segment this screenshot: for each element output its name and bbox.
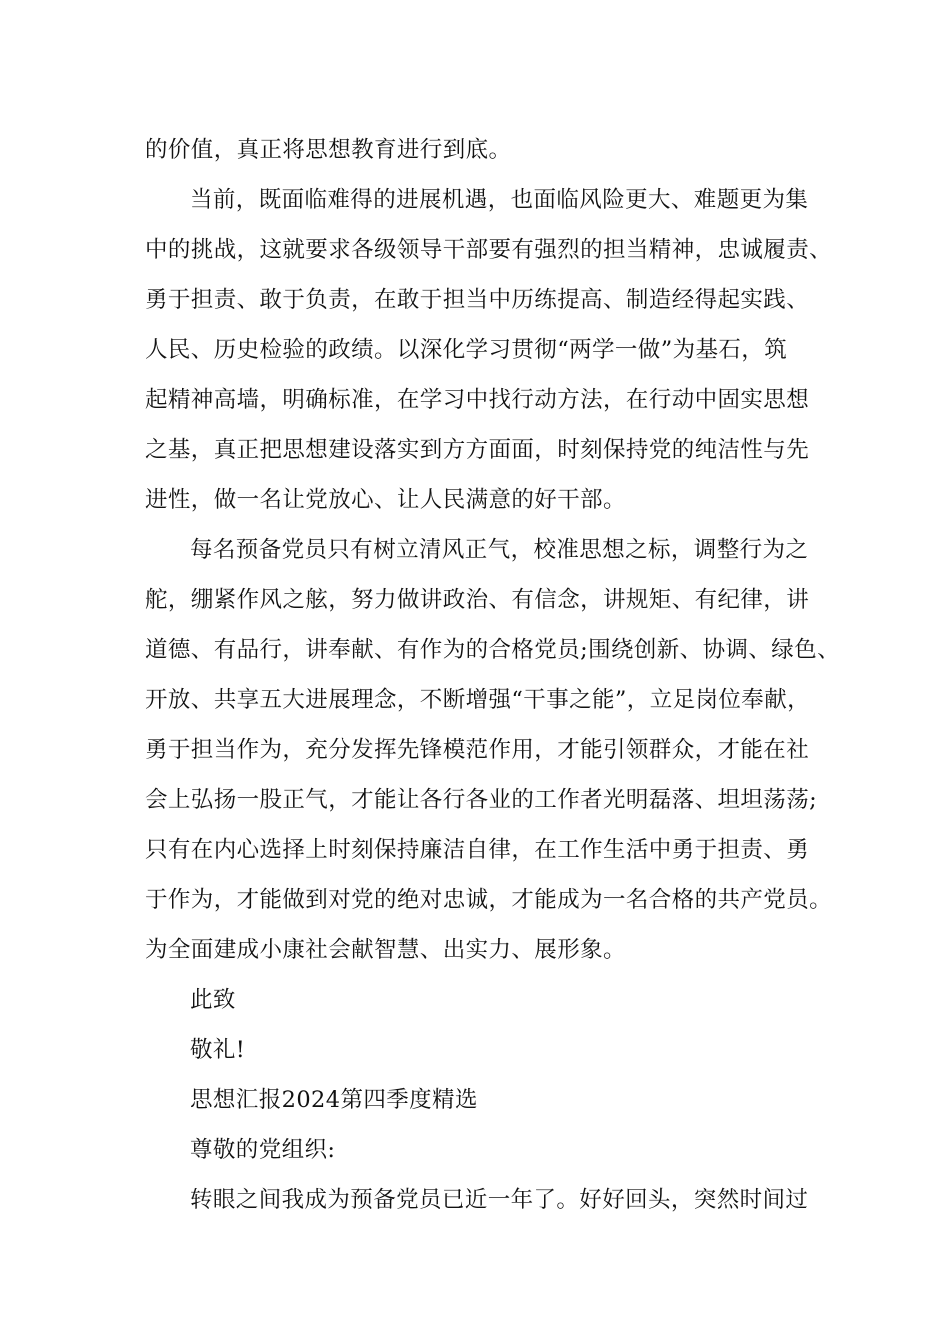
text-line: 之基，真正把思想建设落实到方方面面，时刻保持党的纯洁性与先 — [145, 437, 810, 463]
text-line: 人民、历史检验的政绩。以深化学习贯彻“两学一做”为基石，筑 — [145, 337, 788, 363]
text-line: 道德、有品行，讲奉献、有作为的合格党员;围绕创新、协调、绿色、 — [145, 637, 840, 663]
paragraph-first-line: 当前，既面临难得的进展机遇，也面临风险更大、难题更为集 — [190, 187, 809, 213]
text-line: 的价值，真正将思想教育进行到底。 — [145, 137, 512, 163]
text-line: 开放、共享五大进展理念，不断增强“干事之能”，立足岗位奉献， — [145, 687, 811, 713]
text-line: 勇于担当作为，充分发挥先锋模范作用，才能引领群众，才能在社 — [145, 737, 810, 763]
section-title: 思想汇报2024第四季度精选 — [190, 1087, 478, 1113]
paragraph-first-line: 转眼之间我成为预备党员已近一年了。好好回头，突然时间过 — [190, 1187, 809, 1213]
text-line: 起精神高墙，明确标准，在学习中找行动方法，在行动中固实思想 — [145, 387, 810, 413]
letter-greeting: 尊敬的党组织: — [190, 1137, 336, 1163]
text-line: 于作为，才能做到对党的绝对忠诚，才能成为一名合格的共产党员。 — [145, 887, 833, 913]
closing-salutation: 此致 — [190, 987, 236, 1013]
closing-regards: 敬礼! — [190, 1037, 246, 1063]
text-line: 舵，绷紧作风之舷，努力做讲政治、有信念，讲规矩、有纪律，讲 — [145, 587, 810, 613]
paragraph-first-line: 每名预备党员只有树立清风正气，校准思想之标，调整行为之 — [190, 537, 809, 563]
text-line: 中的挑战，这就要求各级领导干部要有强烈的担当精神，忠诚履责、 — [145, 237, 833, 263]
text-line: 勇于担责、敢于负责，在敢于担当中历练提高、制造经得起实践、 — [145, 287, 810, 313]
text-line: 只有在内心选择上时刻保持廉洁自律，在工作生活中勇于担责、勇 — [145, 837, 810, 863]
text-line: 进性，做一名让党放心、让人民满意的好干部。 — [145, 487, 626, 513]
text-line: 为全面建成小康社会献智慧、出实力、展形象。 — [145, 937, 626, 963]
text-line: 会上弘扬一股正气，才能让各行各业的工作者光明磊落、坦坦荡荡; — [145, 787, 818, 813]
